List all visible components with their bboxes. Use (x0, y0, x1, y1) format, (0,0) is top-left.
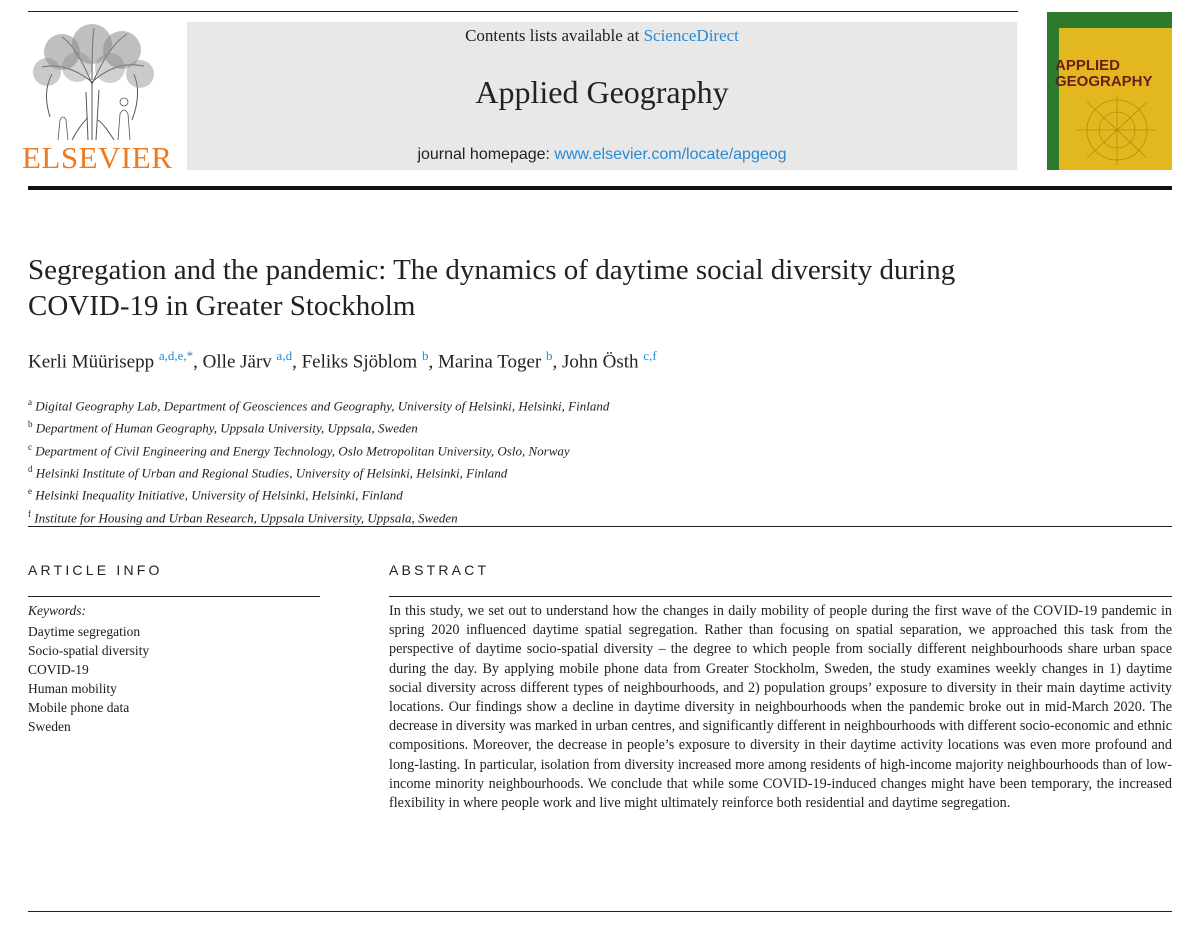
sciencedirect-link[interactable]: ScienceDirect (643, 26, 739, 45)
journal-cover-image (1047, 12, 1172, 170)
author-affiliation-marker[interactable]: a,d,e,* (158, 348, 194, 363)
affiliation-item (28, 505, 1168, 527)
affiliation-key: a (28, 397, 32, 407)
author-name[interactable]: Feliks Sjöblom (301, 351, 418, 373)
affiliation-item (28, 460, 1168, 482)
cover-title: APPLIED GEOGRAPHY (1055, 57, 1153, 90)
affiliation-item (28, 438, 1168, 460)
top-rule (28, 11, 1018, 12)
author-affiliation-marker[interactable]: a,d (276, 348, 293, 363)
affiliation-text: Department of Human Geography, Uppsala University, Uppsala, Sweden (35, 420, 418, 436)
abstract-rule (389, 596, 1172, 597)
journal-title: Applied Geography (475, 74, 729, 110)
affiliation-text: Digital Geography Lab, Department of Geosciences and Geography, University of Helsinki, Helsinki, Finland (35, 398, 610, 414)
author-name[interactable]: Kerli Müürisepp (28, 351, 155, 373)
homepage-line (187, 146, 1017, 164)
affiliation-key: f (28, 508, 31, 519)
author-name[interactable]: John Östh (562, 351, 639, 373)
affiliation-text: Helsinki Institute of Urban and Regional Studies, University of Helsinki, Helsinki, Finland (35, 465, 508, 481)
author-separator: , (292, 351, 302, 373)
header-rule (28, 186, 1172, 190)
affiliation-text: Helsinki Inequality Initiative, University of Helsinki, Helsinki, Finland (35, 487, 403, 503)
journal-homepage-link[interactable]: www.elsevier.com/locate/apgeog (554, 146, 787, 163)
keyword-item: Socio-spatial diversity (28, 643, 150, 658)
contents-prefix: Contents lists available at (465, 26, 644, 45)
affiliation-key: d (28, 463, 33, 474)
author-name[interactable]: Marina Toger (437, 351, 542, 373)
author-affiliation-marker[interactable]: c,f (643, 348, 657, 363)
bottom-rule (28, 911, 1172, 912)
contents-line (187, 26, 1017, 46)
affiliations (28, 393, 1168, 527)
article-info-heading: ARTICLE INFO (28, 562, 163, 578)
keyword-item: Mobile phone data (28, 700, 130, 715)
publisher-wordmark: ELSEVIER (22, 140, 173, 175)
author-name[interactable]: Olle Järv (202, 351, 272, 373)
affiliation-item (28, 393, 1168, 415)
section-rule (28, 526, 1172, 527)
affiliation-key: c (28, 441, 32, 452)
abstract-heading: ABSTRACT (389, 562, 490, 578)
paper-title: Segregation and the pandemic: The dynamics of daytime social diversity during COVID-19 in Greater Stockholm (28, 254, 956, 322)
keywords-list (28, 622, 149, 736)
keyword-item: Daytime segregation (28, 624, 141, 639)
affiliation-text: Department of Civil Engineering and Energy Technology, Oslo Metropolitan University, Oslo, Norway (35, 442, 570, 458)
author-separator: , (193, 351, 203, 373)
author-list (28, 348, 1168, 373)
keywords-label: Keywords: (28, 603, 86, 618)
article-info-rule (28, 596, 320, 597)
author-affiliation-marker[interactable]: b (546, 348, 553, 363)
homepage-prefix: journal homepage: (417, 146, 555, 163)
keyword-item: COVID-19 (28, 662, 89, 677)
keyword-item: Human mobility (28, 681, 117, 696)
affiliation-key: b (28, 419, 33, 430)
author-affiliation-marker[interactable]: b (421, 348, 429, 363)
affiliation-text: Institute for Housing and Urban Research, Uppsala University, Uppsala, Sweden (34, 509, 458, 525)
author-separator: , (552, 351, 562, 373)
author-separator: , (428, 351, 438, 373)
affiliation-item (28, 482, 1168, 504)
affiliation-item (28, 415, 1168, 437)
keyword-item: Sweden (28, 719, 71, 734)
affiliation-key: e (28, 486, 32, 497)
abstract-text: In this study, we set out to understand how the changes in daily mobility of people during the first wave of the COVID-19 pandemic in spring 2020 influenced daytime spatial segregation. Rather than focusing on spatial separation, we approached this task from the perspective of daytime socio-spatial diversity – the degree to which people from socially different neighbourhoods share urban space during the day. By applying mobile phone data from Greater Stockholm, Sweden, the study examines weekly changes in 1) daytime social diversity across different types of neighbourhoods, and 2) population groups’ exposure to diversity in their main daytime activity locations. Our findings show a decline in daytime diversity in neighbourhoods when the pandemic broke out in mid-March 2020. The decrease in diversity was marked in urban centres, and significantly different in neighbourhoods with different socio-economic and ethnic compositions. Moreover, the decrease in people’s exposure to diversity in their daytime activity locations was even more profound and long-lasting. In particular, isolation from diversity increased more among residents of high-income majority neighbourhoods than of low-income minority neighbourhoods. We conclude that while some COVID-19-induced changes might have been temporary, the increased flexibility in where people work and live might ultimately reinforce both residential and daytime segregation. (389, 603, 1172, 812)
